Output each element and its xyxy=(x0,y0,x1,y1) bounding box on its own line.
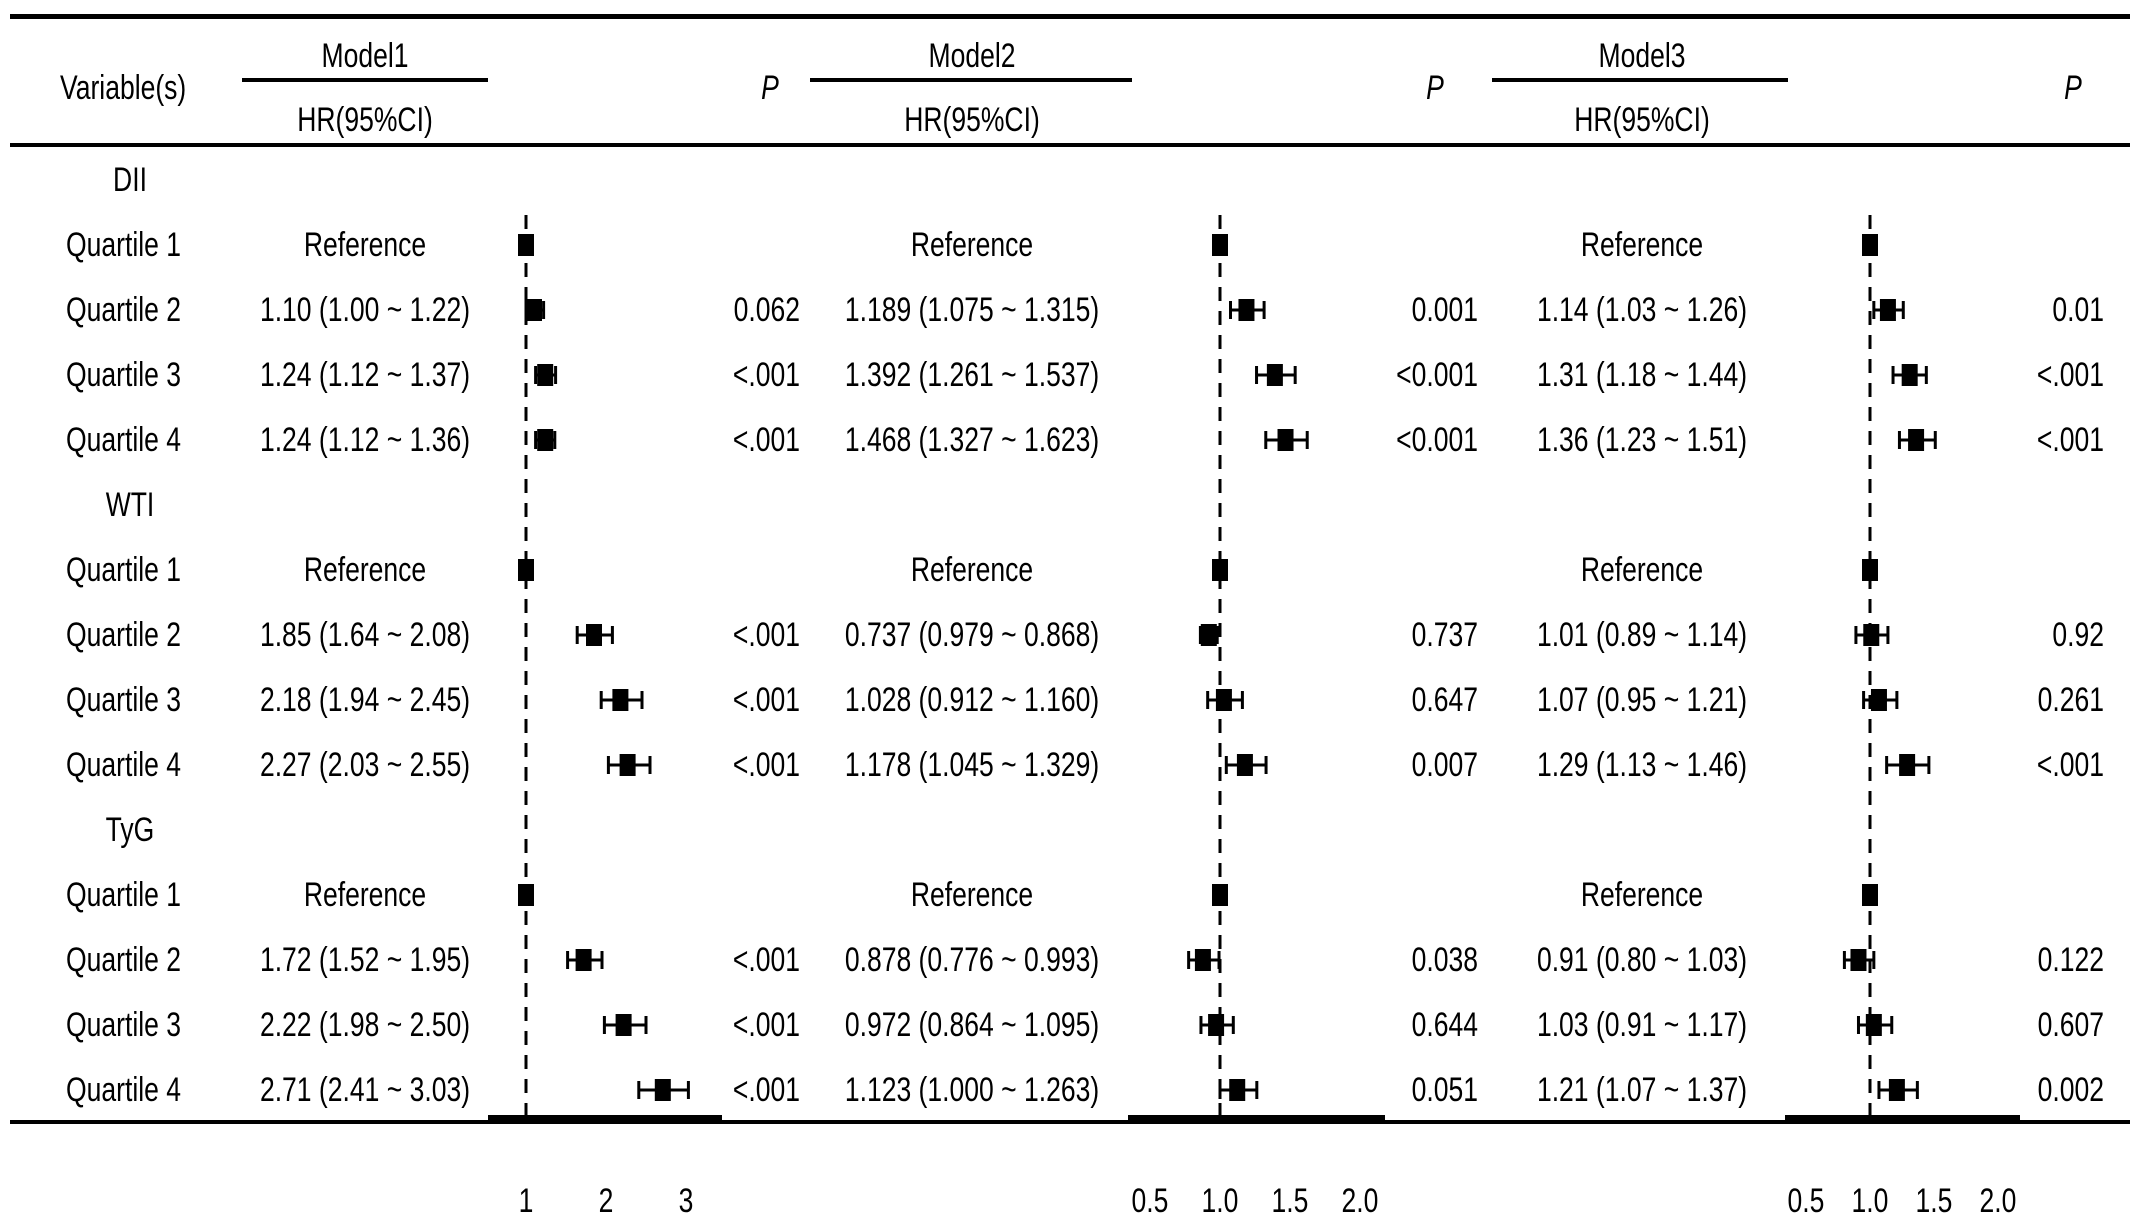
hr-ci-text-m3: 1.36 (1.23 ~ 1.51) xyxy=(1536,421,1748,459)
hr-ci-text-m3: 1.21 (1.07 ~ 1.37) xyxy=(1536,1071,1748,1109)
bottom-rule xyxy=(10,1120,2130,1124)
group-label: DII xyxy=(113,161,147,199)
hr-point-m1 xyxy=(518,884,534,906)
hr-point-m3 xyxy=(1880,299,1896,321)
hr-ci-text-m3: 1.14 (1.03 ~ 1.26) xyxy=(1536,291,1748,329)
hr-point-m1 xyxy=(576,949,592,971)
hr-ci-text-m1: Reference xyxy=(303,226,427,264)
row-label: Quartile 3 xyxy=(66,681,181,719)
hr-ci-text-m3: 1.29 (1.13 ~ 1.46) xyxy=(1536,746,1748,784)
row-label: Quartile 4 xyxy=(66,746,181,784)
p-value-m2: 0.001 xyxy=(1411,291,1478,329)
p-value-m3: 0.01 xyxy=(2052,291,2104,329)
x-tick-label-panel3: 2.0 xyxy=(1979,1181,2017,1220)
hr-point-m1 xyxy=(586,624,602,646)
p-value-m1: 0.062 xyxy=(733,291,800,329)
group-label: WTI xyxy=(105,486,155,524)
p-value-m2: 0.007 xyxy=(1411,746,1478,784)
hr-point-m3 xyxy=(1862,559,1878,581)
hr-point-m1 xyxy=(537,429,553,451)
variable-header: Variable(s) xyxy=(60,69,187,107)
hr-ci-text-m2: Reference xyxy=(910,876,1034,914)
hr-ci-text-m2: 1.392 (1.261 ~ 1.537) xyxy=(844,356,1100,394)
p-value-m1: <.001 xyxy=(732,1006,800,1044)
model1-header-rule xyxy=(242,78,488,82)
hr-ci-text-m2: 1.123 (1.000 ~ 1.263) xyxy=(844,1071,1100,1109)
hr-point-m3 xyxy=(1862,884,1878,906)
hr-ci-text-m2: Reference xyxy=(910,226,1034,264)
p-value-m1: <.001 xyxy=(732,1071,800,1109)
hr-point-m2 xyxy=(1212,234,1228,256)
row-label: Quartile 4 xyxy=(66,1071,181,1109)
row-label: Quartile 4 xyxy=(66,421,181,459)
x-tick-label-panel3: 1.0 xyxy=(1851,1181,1889,1220)
hr-ci-text-m3: 1.01 (0.89 ~ 1.14) xyxy=(1536,616,1748,654)
p-value-m2: 0.737 xyxy=(1411,616,1478,654)
hr-ci-text-m1: Reference xyxy=(303,876,427,914)
hr-point-m2 xyxy=(1195,949,1211,971)
p-value-m1: <.001 xyxy=(732,746,800,784)
model3-header-rule xyxy=(1492,78,1788,82)
hr-point-m3 xyxy=(1889,1079,1905,1101)
p-value-m3: 0.261 xyxy=(2037,681,2104,719)
p-header-model1: P xyxy=(761,69,779,107)
hr-point-m2 xyxy=(1278,429,1294,451)
p-value-m2: 0.647 xyxy=(1411,681,1478,719)
x-tick-label-panel1: 2 xyxy=(598,1181,614,1220)
hr-ci-text-m3: 1.31 (1.18 ~ 1.44) xyxy=(1536,356,1748,394)
model3-header: Model3 xyxy=(1598,37,1686,75)
hr-point-m2 xyxy=(1208,1014,1224,1036)
hr-point-m1 xyxy=(537,364,553,386)
hr-ci-text-m3: Reference xyxy=(1580,226,1704,264)
hr-point-m3 xyxy=(1863,624,1879,646)
group-label: TyG xyxy=(105,811,155,849)
p-value-m3: <.001 xyxy=(2036,746,2104,784)
hr-ci-text-m1: 1.10 (1.00 ~ 1.22) xyxy=(259,291,471,329)
model1-subheader: HR(95%CI) xyxy=(297,101,433,139)
hr-ci-text-m2: Reference xyxy=(910,551,1034,589)
hr-point-m2 xyxy=(1267,364,1283,386)
hr-point-m3 xyxy=(1899,754,1915,776)
hr-point-m1 xyxy=(518,234,534,256)
p-value-m3: 0.122 xyxy=(2037,941,2104,979)
model3-subheader: HR(95%CI) xyxy=(1574,101,1710,139)
hr-ci-text-m3: 1.03 (0.91 ~ 1.17) xyxy=(1536,1006,1748,1044)
p-value-m2: 0.038 xyxy=(1411,941,1478,979)
p-value-m1: <.001 xyxy=(732,941,800,979)
p-header-model2: P xyxy=(1426,69,1444,107)
hr-point-m3 xyxy=(1850,949,1866,971)
p-value-m3: 0.92 xyxy=(2052,616,2104,654)
top-rule xyxy=(10,14,2130,19)
hr-ci-text-m3: 1.07 (0.95 ~ 1.21) xyxy=(1536,681,1748,719)
p-value-m3: 0.607 xyxy=(2037,1006,2104,1044)
model2-header-rule xyxy=(810,78,1132,82)
hr-ci-text-m2: 1.028 (0.912 ~ 1.160) xyxy=(844,681,1100,719)
hr-ci-text-m2: 1.189 (1.075 ~ 1.315) xyxy=(844,291,1100,329)
p-value-m3: <.001 xyxy=(2036,356,2104,394)
x-tick-label-panel2: 1.5 xyxy=(1271,1181,1309,1220)
hr-point-m2 xyxy=(1212,559,1228,581)
model1-header: Model1 xyxy=(321,37,409,75)
p-header-model3: P xyxy=(2064,69,2082,107)
x-tick-label-panel2: 0.5 xyxy=(1131,1181,1169,1220)
p-value-m1: <.001 xyxy=(732,356,800,394)
hr-point-m3 xyxy=(1866,1014,1882,1036)
hr-ci-text-m2: 0.972 (0.864 ~ 1.095) xyxy=(844,1006,1100,1044)
x-tick-label-panel2: 1.0 xyxy=(1201,1181,1239,1220)
hr-ci-text-m1: 1.72 (1.52 ~ 1.95) xyxy=(259,941,471,979)
p-value-m2: 0.051 xyxy=(1411,1071,1478,1109)
hr-ci-text-m2: 1.178 (1.045 ~ 1.329) xyxy=(844,746,1100,784)
row-label: Quartile 1 xyxy=(66,226,181,264)
x-tick-label-panel1: 3 xyxy=(678,1181,694,1220)
row-label: Quartile 2 xyxy=(66,616,181,654)
row-label: Quartile 2 xyxy=(66,941,181,979)
p-value-m3: <.001 xyxy=(2036,421,2104,459)
hr-point-m2 xyxy=(1237,754,1253,776)
row-label: Quartile 1 xyxy=(66,876,181,914)
hr-ci-text-m1: 2.71 (2.41 ~ 3.03) xyxy=(259,1071,471,1109)
hr-ci-text-m2: 1.468 (1.327 ~ 1.623) xyxy=(844,421,1100,459)
hr-point-m1 xyxy=(616,1014,632,1036)
row-label: Quartile 3 xyxy=(66,1006,181,1044)
hr-ci-text-m1: 1.85 (1.64 ~ 2.08) xyxy=(259,616,471,654)
hr-point-m3 xyxy=(1862,234,1878,256)
hr-point-m3 xyxy=(1908,429,1924,451)
row-label: Quartile 1 xyxy=(66,551,181,589)
p-value-m1: <.001 xyxy=(732,421,800,459)
hr-ci-text-m1: 2.22 (1.98 ~ 2.50) xyxy=(259,1006,471,1044)
hr-ci-text-m2: 0.878 (0.776 ~ 0.993) xyxy=(844,941,1100,979)
hr-point-m3 xyxy=(1871,689,1887,711)
model2-subheader: HR(95%CI) xyxy=(904,101,1040,139)
p-value-m2: <0.001 xyxy=(1396,356,1478,394)
hr-point-m1 xyxy=(612,689,628,711)
hr-ci-text-m3: 0.91 (0.80 ~ 1.03) xyxy=(1536,941,1748,979)
x-tick-label-panel2: 2.0 xyxy=(1341,1181,1379,1220)
hr-point-m2 xyxy=(1212,884,1228,906)
p-value-m2: <0.001 xyxy=(1396,421,1478,459)
hr-point-m2 xyxy=(1238,299,1254,321)
hr-point-m1 xyxy=(526,299,542,321)
hr-ci-text-m1: 1.24 (1.12 ~ 1.37) xyxy=(259,356,471,394)
hr-point-m1 xyxy=(518,559,534,581)
hr-ci-text-m2: 0.737 (0.979 ~ 0.868) xyxy=(844,616,1100,654)
p-value-m2: 0.644 xyxy=(1411,1006,1478,1044)
row-label: Quartile 3 xyxy=(66,356,181,394)
header-rule xyxy=(10,143,2130,147)
model2-header: Model2 xyxy=(928,37,1016,75)
hr-point-m1 xyxy=(655,1079,671,1101)
hr-ci-text-m1: 2.27 (2.03 ~ 2.55) xyxy=(259,746,471,784)
hr-point-m3 xyxy=(1902,364,1918,386)
p-value-m3: 0.002 xyxy=(2037,1071,2104,1109)
hr-ci-text-m1: 1.24 (1.12 ~ 1.36) xyxy=(259,421,471,459)
hr-ci-text-m1: Reference xyxy=(303,551,427,589)
hr-point-m2 xyxy=(1201,624,1217,646)
p-value-m1: <.001 xyxy=(732,681,800,719)
hr-point-m2 xyxy=(1216,689,1232,711)
x-tick-label-panel3: 0.5 xyxy=(1787,1181,1825,1220)
hr-ci-text-m3: Reference xyxy=(1580,551,1704,589)
hr-point-m1 xyxy=(620,754,636,776)
hr-point-m2 xyxy=(1229,1079,1245,1101)
hr-ci-text-m3: Reference xyxy=(1580,876,1704,914)
p-value-m1: <.001 xyxy=(732,616,800,654)
hr-ci-text-m1: 2.18 (1.94 ~ 2.45) xyxy=(259,681,471,719)
x-tick-label-panel1: 1 xyxy=(518,1181,534,1220)
x-tick-label-panel3: 1.5 xyxy=(1915,1181,1953,1220)
row-label: Quartile 2 xyxy=(66,291,181,329)
